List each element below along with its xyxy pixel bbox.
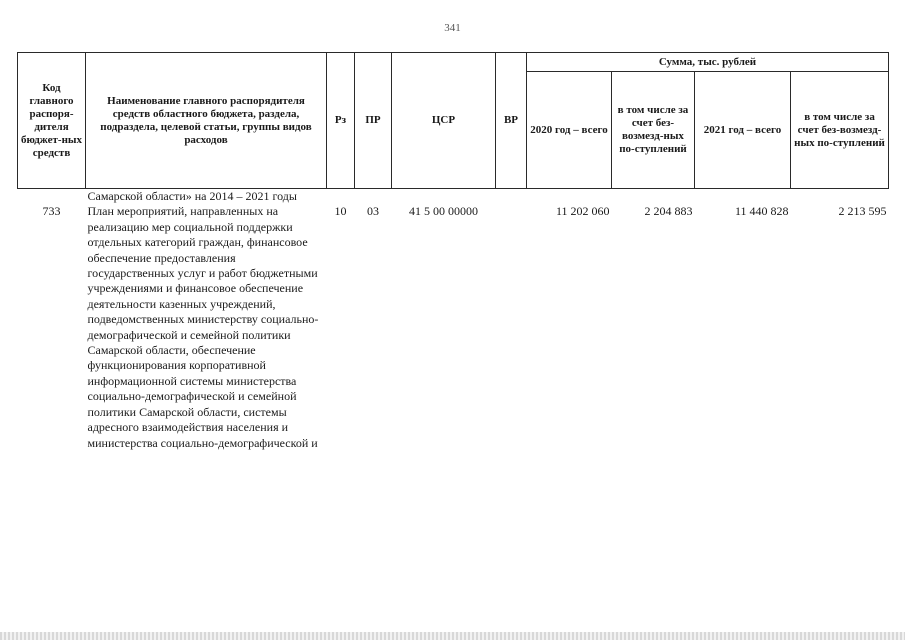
header-rz: Рз bbox=[327, 53, 355, 189]
cell-2020-total bbox=[527, 189, 612, 205]
header-pr: ПР bbox=[355, 53, 392, 189]
cell-2021-total bbox=[695, 189, 791, 205]
cell-2020-total: 11 202 060 bbox=[555, 204, 610, 219]
cell-csr bbox=[392, 189, 496, 205]
cell-code bbox=[18, 189, 86, 205]
header-name: Наименование главного распорядителя средств областного бюджета, раздела, подраздела, целевой статьи, группы видов расходов bbox=[86, 53, 327, 189]
header-2021-free: в том числе за счет без-возмезд-ных по-ступлений bbox=[791, 72, 889, 189]
header-2021-total: 2021 год – всего bbox=[695, 72, 791, 189]
header-csr: ЦСР bbox=[392, 53, 496, 189]
header-code: Код главного распоря-дителя бюджет-ных средств bbox=[18, 53, 86, 189]
header-vr: ВР bbox=[496, 53, 527, 189]
cell-csr: 41 5 00 00000 bbox=[409, 204, 478, 219]
cell-pr bbox=[355, 189, 392, 205]
header-2020-total: 2020 год – всего bbox=[527, 72, 612, 189]
cell-2021-free: 2 213 595 bbox=[838, 204, 887, 219]
header-sum: Сумма, тыс. рублей bbox=[527, 53, 889, 72]
cell-rz bbox=[327, 189, 355, 205]
cell-vr bbox=[496, 204, 527, 451]
cell-vr bbox=[496, 189, 527, 205]
cell-code: 733 bbox=[42, 204, 61, 219]
cell-2020-free: 2 204 883 bbox=[644, 204, 693, 219]
cell-name: План мероприятий, направленных на реализацию мер социальной поддержки отдельных категорий граждан, финансовое обеспечение предоставления государственных услуг и работ бюджетными учреждениями и финансовое обеспечение деятельности казенных учреждений, подведомственных министерству социально-демографической и семейной политики Самарской области, обеспечение функционирования корпоративной информационной системы министерства социально-демографической и семейной политики Самарской области, системы адресного взаимодействия населения и министерства социально-демографической и bbox=[87, 204, 319, 450]
scan-edge bbox=[0, 632, 905, 640]
budget-table bbox=[17, 52, 889, 451]
table-row bbox=[18, 189, 889, 205]
header-2020-free: в том числе за счет без-возмезд-ных по-ступлений bbox=[612, 72, 695, 189]
cell-2021-free bbox=[791, 189, 889, 205]
cell-2020-free bbox=[612, 189, 695, 205]
cell-name: Самарской области» на 2014 – 2021 годы bbox=[87, 189, 297, 203]
cell-rz: 10 bbox=[334, 204, 347, 219]
table-row bbox=[18, 204, 889, 451]
cell-pr: 03 bbox=[367, 204, 379, 219]
header-row-top bbox=[18, 53, 889, 72]
cell-2021-total: 11 440 828 bbox=[734, 204, 789, 219]
page-number: 341 bbox=[444, 22, 461, 34]
